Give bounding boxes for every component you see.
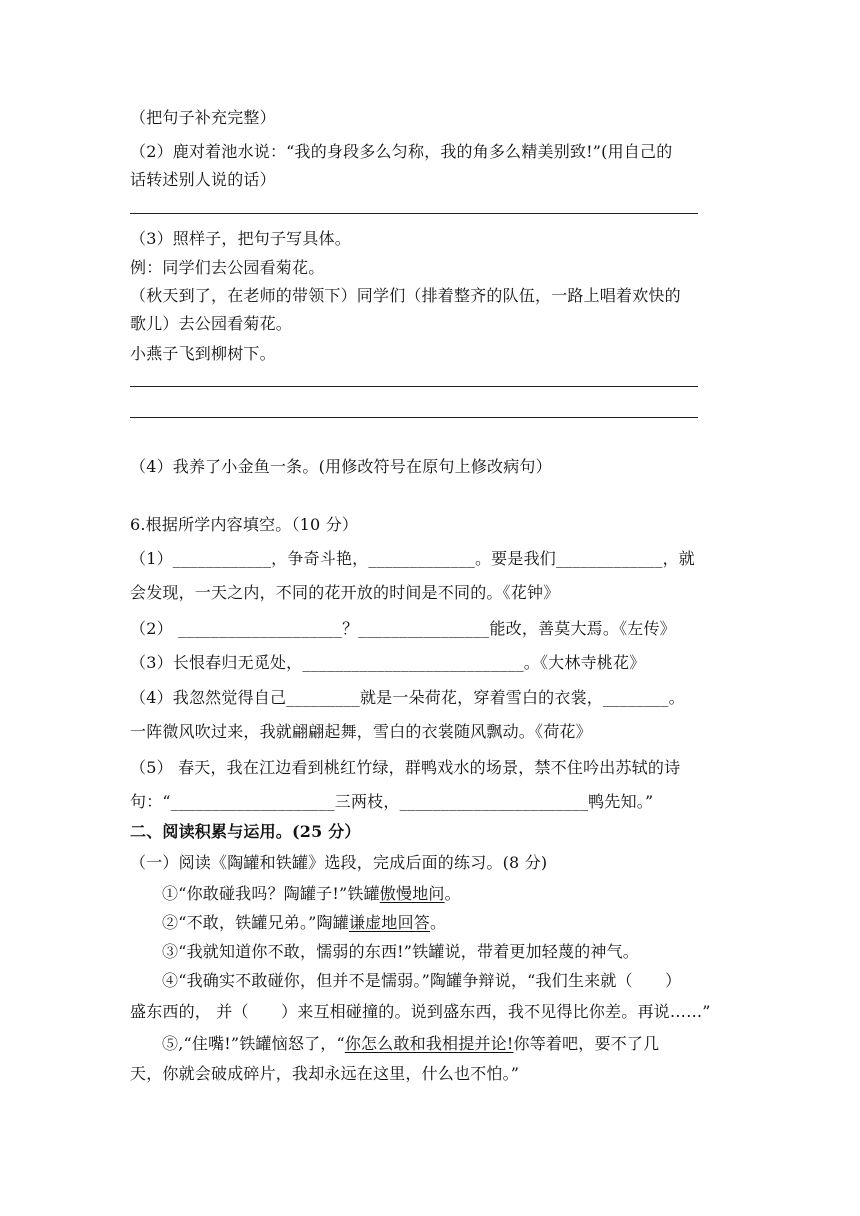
text-line: 话转述别人说的话） [130,170,276,189]
answer-line [130,386,698,387]
passage-text: 你等着吧，要不了几 [513,1034,660,1053]
passage-line [162,1034,659,1054]
text-line: 会发现，一天之内，不同的花开放的时间是不同的。《花钟》 [130,583,560,602]
section-2-heading: 二、阅读积累与运用。(25 分） [130,822,361,841]
passage-line: ④“我确实不敢碰你，但并不是懦弱。”陶罐争辩说，“我们生来就（ ） [162,971,682,990]
example-line: 歌儿）去公园看菊花。 [130,314,293,333]
text-line: （5） 春天，我在江边看到桃红竹绿，群鸭戏水的场景，禁不住吟出苏轼的诗 [130,758,681,777]
fill-blank-line: （2） ____________________？________________能改，善莫大焉。《左传》 [130,619,676,638]
question-4-prompt: （4）我养了小金鱼一条。(用修改符号在原句上修改病句） [130,457,552,476]
passage-line: 天，你就会破成碎片，我却永远在这里，什么也不怕。” [130,1064,520,1083]
passage-line: ③“我就知道你不敢，懦弱的东西!”铁罐说，带着更加轻蔑的神气。 [162,942,639,961]
underlined-phrase: 傲慢地问 [379,884,445,903]
text-line: （把句子补充完整） [130,108,276,127]
fill-blank-line: （4）我忽然觉得自己_________就是一朵荷花，穿着雪白的衣裳，________。 [130,688,685,707]
passage-text: 。 [429,913,447,932]
section-6-title: 6.根据所学内容填空。（10 分） [130,515,359,534]
fill-blank-line: 句：“____________________三两枝，_______________________鸭先知。” [130,792,654,811]
example-line: 例：同学们去公园看菊花。 [130,258,325,277]
text-line: 小燕子飞到柳树下。 [130,344,276,363]
underlined-phrase: 你怎么敢和我相提并论! [344,1034,514,1053]
example-line: （秋天到了，在老师的带领下）同学们（排着整齐的队伍，一路上唱着欢快的 [130,286,681,305]
passage-line [162,884,461,904]
text-line: 一阵微风吹过来，我就翩翩起舞，雪白的衣裳随风飘动。《荷花》 [130,722,592,741]
answer-line [130,213,698,214]
reading-intro: （一）阅读《陶罐和铁罐》选段，完成后面的练习。(8 分) [130,853,548,872]
question-2-prompt: （2）鹿对着池水说：“我的身段多么匀称，我的角多么精美别致!”(用自己的 [130,142,673,161]
passage-text: 。 [444,884,461,903]
question-3-prompt: （3）照样子，把句子写具体。 [130,229,351,248]
passage-line [162,913,446,933]
fill-blank-line: （1）____________，争奇斗艳，_____________。要是我们_____________，就 [130,549,695,568]
fill-blank-line: （3）长恨春归无觅处，___________________________。《大林寺桃花》 [130,653,646,672]
passage-line: 盛东西的， 并（ ）来互相碰撞的。说到盛东西，我不见得比你差。再说……” [130,1002,711,1021]
passage-text: ②“不敢，铁罐兄弟。”陶罐 [162,913,349,932]
passage-text: ⑤,“住嘴!”铁罐恼怒了，“ [162,1034,345,1053]
answer-line [130,417,698,418]
underlined-phrase: 谦虚地回答 [348,913,430,932]
passage-text: ①“你敢碰我吗？陶罐子!”铁罐 [162,884,380,903]
